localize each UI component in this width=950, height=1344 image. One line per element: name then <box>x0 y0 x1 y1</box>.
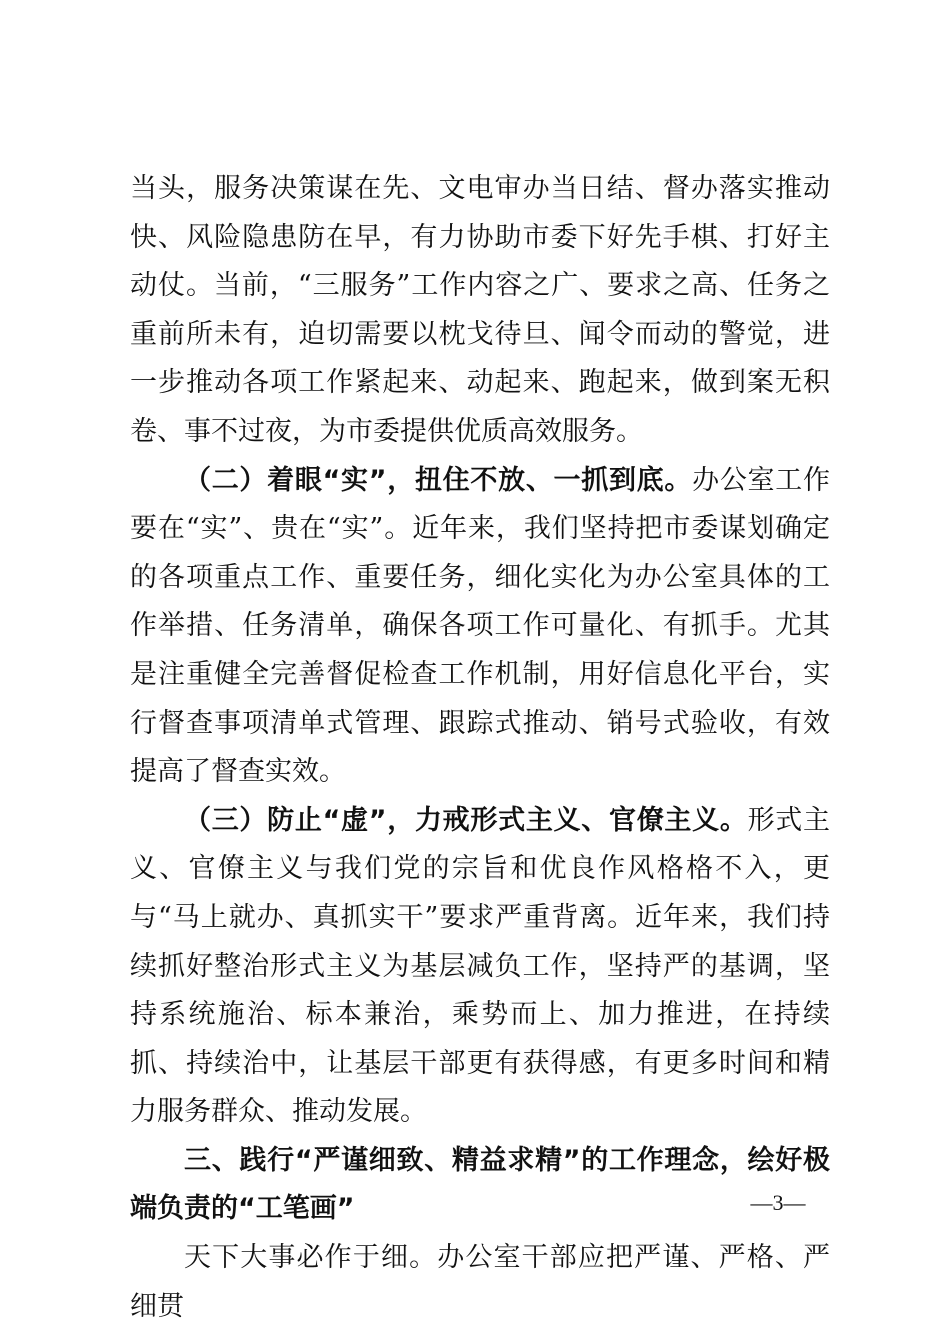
paragraph-1-text: 当头，服务决策谋在先、文电审办当日结、督办落实推动快、风险隐患防在早，有力协助市委下好先手棋、打好主动仗。当前，“三服务”工作内容之广、要求之高、任务之重前所未有，迫切需要以枕戈待旦、闻令而动的警觉，进一步推动各项工作紧起来、动起来、跑起来，做到案无积卷、事不过夜，为市委提供优质高效服务。 <box>130 173 830 447</box>
paragraph-3 <box>130 797 830 1137</box>
page-number: —3— <box>750 1190 806 1215</box>
paragraph-2 <box>130 457 830 797</box>
paragraph-2-text: 办公室工作要在“实”、贵在“实”。近年来，我们坚持把市委谋划确定的各项重点工作、重要任务，细化实化为办公室具体的工作举措、任务清单，确保各项工作可量化、有抓手。尤其是注重健全完善督促检查工作机制，用好信息化平台，实行督查事项清单式管理、跟踪式推动、销号式验收，有效提高了督查实效。 <box>130 464 830 788</box>
paragraph-3-lead: （三）防止“虚”，力戒形式主义、官僚主义。 <box>184 804 748 836</box>
paragraph-3-text: 形式主义、官僚主义与我们党的宗旨和优良作风格格不入，更与“马上就办、真抓实干”要求严重背离。近年来，我们持续抓好整治形式主义为基层减负工作，坚持严的基调，坚持系统施治、标本兼治，乘势而上、加力推进，在持续抓、持续治中，让基层干部更有获得感，有更多时间和精力服务群众、推动发展。 <box>130 804 830 1128</box>
paragraph-2-lead: （二）着眼“实”，扭住不放、一抓到底。 <box>184 464 693 496</box>
document-body <box>130 165 830 1331</box>
final-paragraph: 天下大事必作于细。办公室干部应把严谨、严格、严细贯 <box>130 1242 830 1322</box>
section-heading: 三、践行“严谨细致、精益求精”的工作理念，绘好极端负责的“工笔画” <box>130 1144 830 1225</box>
paragraph-1 <box>130 165 830 457</box>
